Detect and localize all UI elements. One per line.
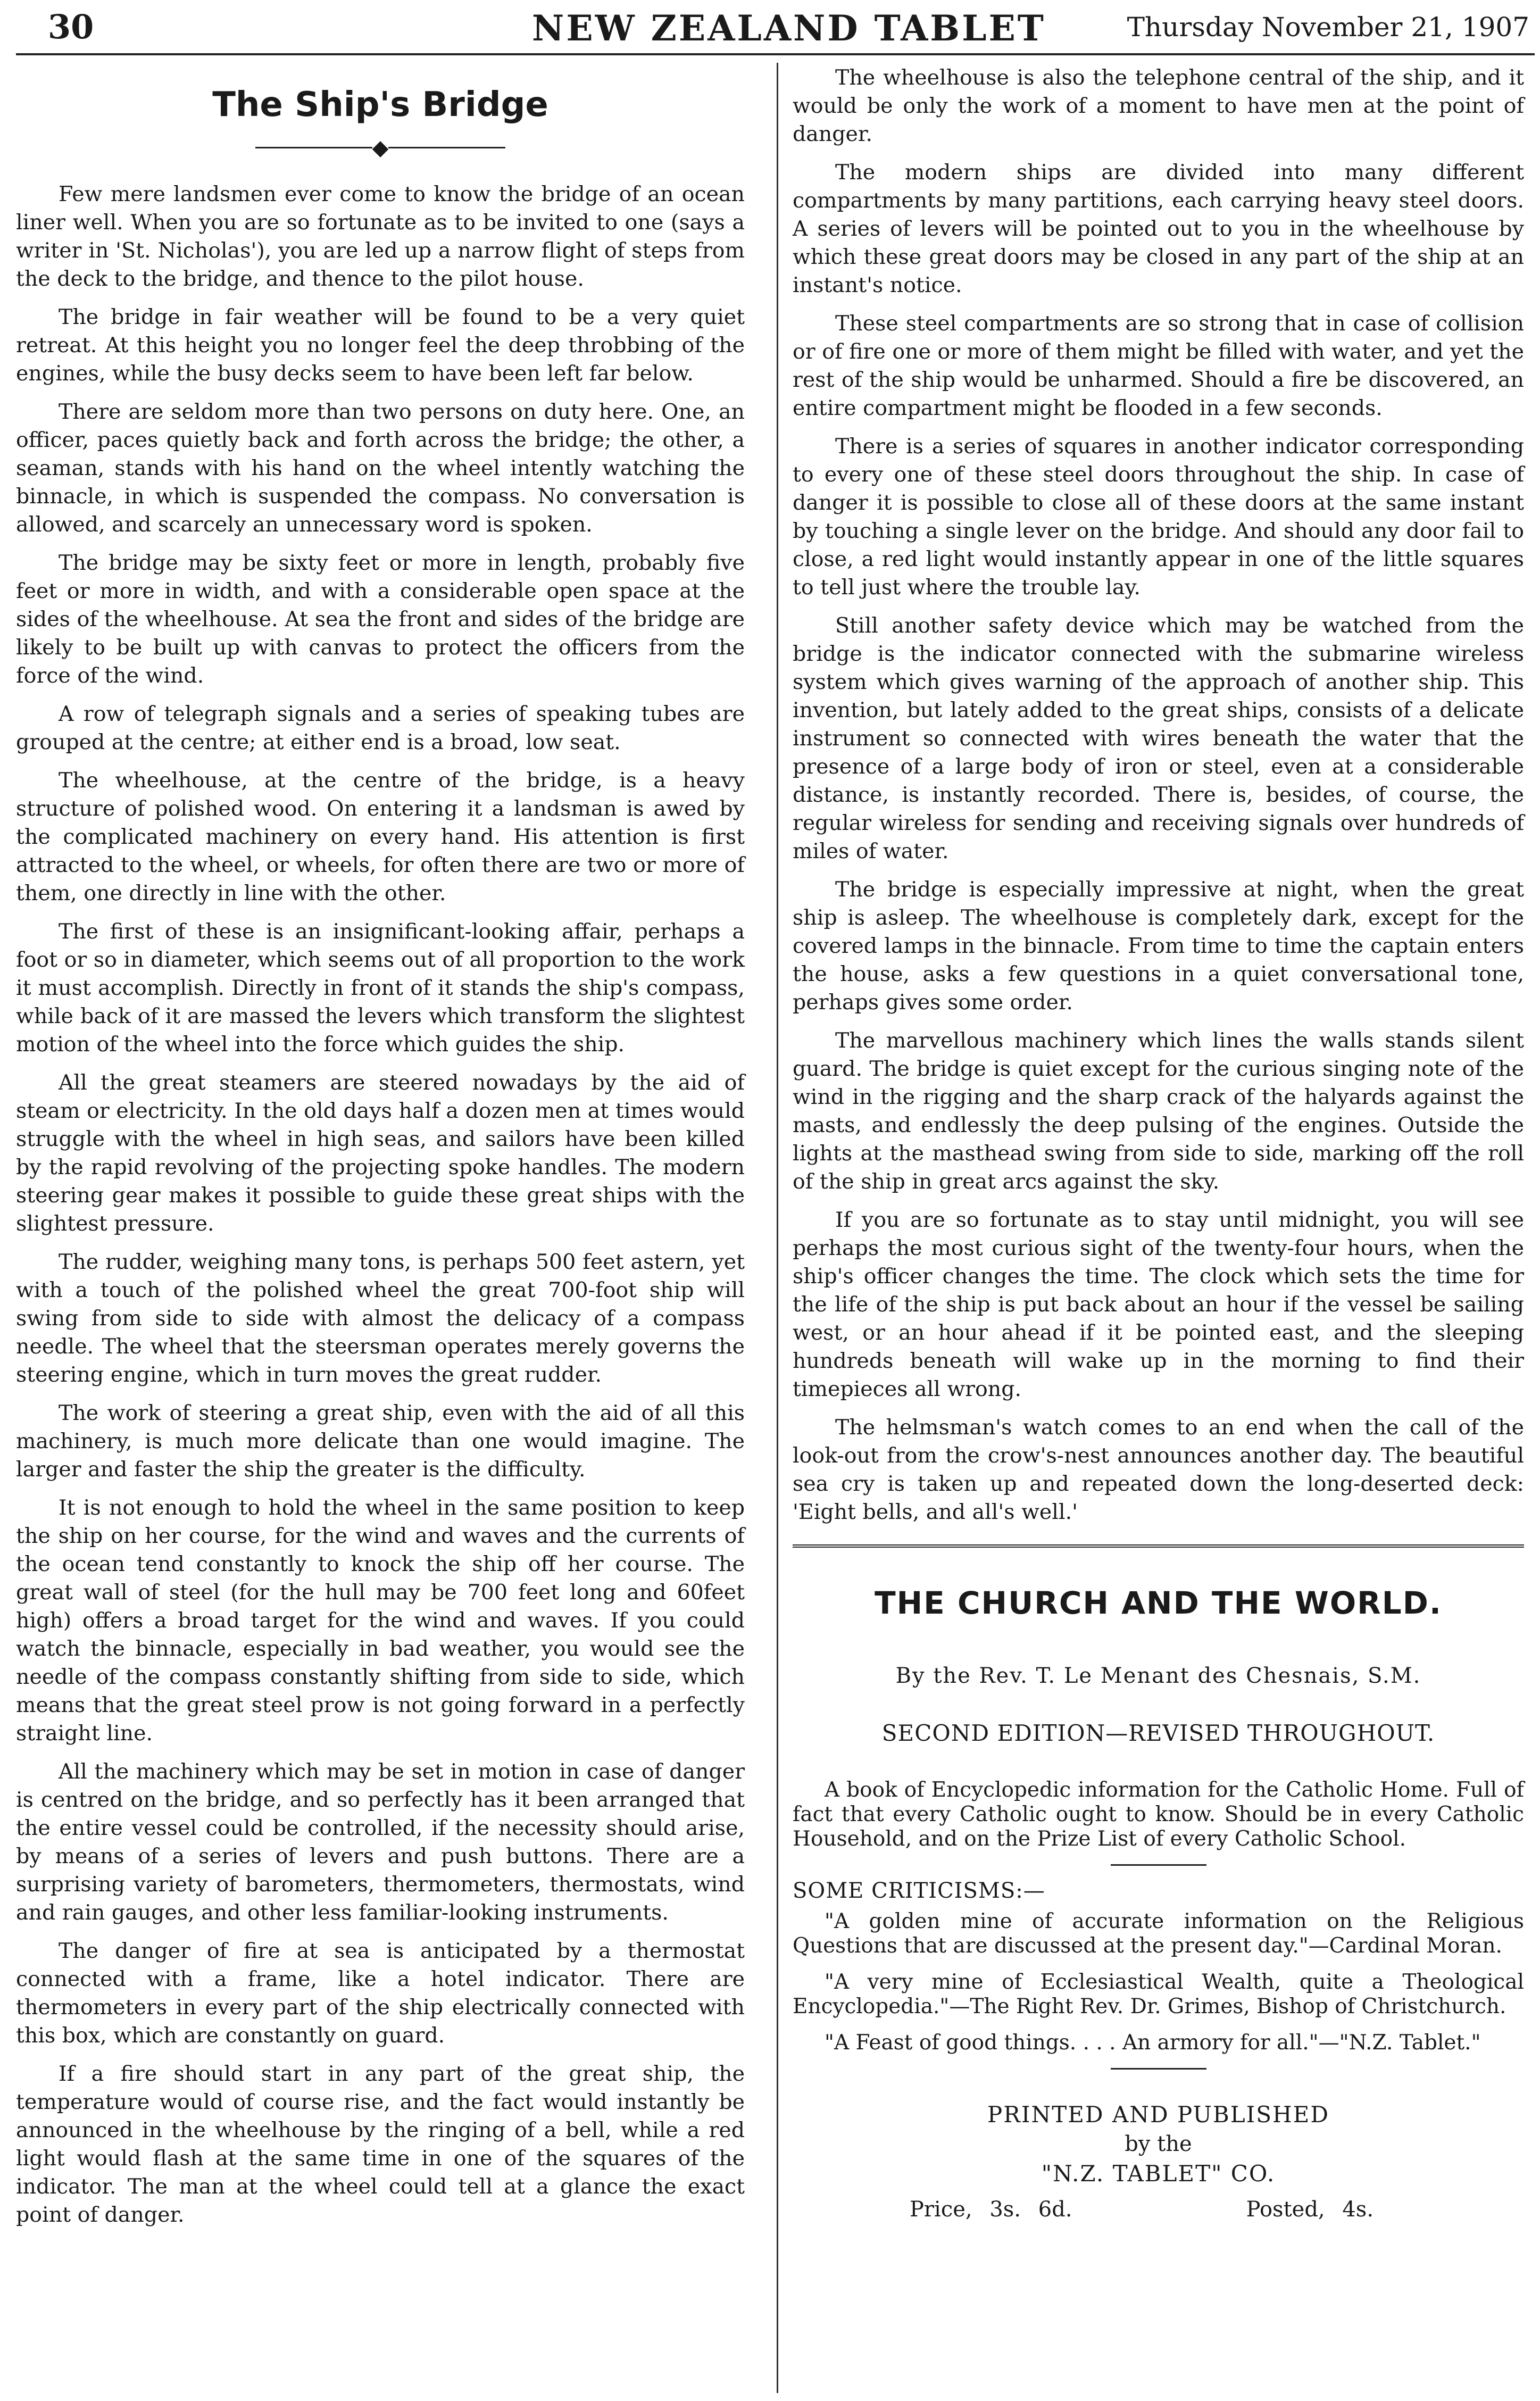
article-paragraph: There are seldom more than two persons on duty here. One, an officer, paces quietly back and forth across the bridge; the other, a seaman, stands with his hand on the wheel intently watching the binnacle, in which is suspended the compass. No conversation is allowed, and scarcely an unnecessary word is spoken. <box>16 400 745 537</box>
article-paragraph: The work of steering a great ship, even with the aid of all this machinery, is much more delicate than one would imagine. The larger and faster the ship the greater is the difficulty. <box>16 1401 745 1482</box>
article-paragraph: The bridge in fair weather will be found to be a very quiet retreat. At this height you no longer feel the deep throbbing of the engines, while the busy decks seem to have been left far below. <box>16 305 745 386</box>
posted-price: Posted, 4s. <box>1246 2197 1374 2222</box>
price-value: Price, 3s. 6d. <box>910 2197 1072 2222</box>
article-body-right <box>793 64 1524 1526</box>
right-column <box>793 64 1524 2222</box>
by-line: by the <box>1125 2132 1192 2156</box>
criticism-quote: "A Feast of good things. . . . An armory for all."—"N.Z. Tablet." <box>825 2031 1481 2055</box>
publication-title: NEW ZEALAND TABLET <box>532 7 1046 49</box>
article-body-left <box>16 180 745 2229</box>
short-rule <box>1111 2068 1206 2070</box>
short-rule <box>1111 1864 1206 1866</box>
advertisement-byline: By the Rev. T. Le Menant des Chesnais, S.M. <box>895 1664 1421 1688</box>
article-paragraph: The first of these is an insignificant-looking affair, perhaps a foot or so in diameter, which seems out of all proportion to the work it must accomplish. Directly in front of it stands the ship's compass, while back of it are massed the levers which transform the slightest motion of the wheel into the force which guides the ship. <box>16 919 745 1057</box>
advertisement-body <box>793 1778 1524 2070</box>
article-paragraph: If a fire should start in any part of the great ship, the temperature would of course rise, and the fact would instantly be announced in the wheelhouse by the ringing of a bell, while a red light would flash at the same time in one of the squares of the indicator. The man at the wheel could tell at a glance the exact point of danger. <box>16 2062 745 2227</box>
column-divider <box>777 63 778 2393</box>
article-paragraph: The modern ships are divided into many different compartments by many partitions, each carrying heavy steel doors. A series of levers will be pointed out to you in the wheelhouse by which these great doors may be closed in any part of the ship at an instant's notice. <box>793 160 1524 297</box>
article-paragraph: These steel compartments are so strong that in case of collision or of fire one or more of them might be filled with water, and yet the rest of the ship would be unharmed. Should a fire be discovered, an entire compartment might be flooded in a few seconds. <box>793 311 1524 420</box>
page-header <box>16 4 1535 55</box>
article-paragraph: There is a series of squares in another indicator corresponding to every one of these steel doors throughout the ship. In case of danger it is possible to close all of these doors at the same instant by touching a single lever on the bridge. And should any door fail to close, a red light would instantly appear in one of the little squares to tell just where the trouble lay. <box>793 434 1524 600</box>
article-paragraph: The danger of fire at sea is anticipated by a thermostat connected with a frame, like a hotel indicator. There are thermometers in every part of the ship electrically connected with this box, which are constantly on guard. <box>16 1939 745 2048</box>
article-paragraph: The rudder, weighing many tons, is perhaps 500 feet astern, yet with a touch of the polished wheel the great 700-foot ship will swing from side to side with almost the delicacy of a compass needle. The wheel that the steersman operates merely governs the steering engine, which in turn moves the great rudder. <box>16 1250 745 1387</box>
article-paragraph: The bridge may be sixty feet or more in length, probably five feet or more in width, and with a considerable open space at the sides of the wheelhouse. At sea the front and sides of the bridge are likely to be built up with canvas to protect the officers from the force of the wind. <box>16 551 745 688</box>
price-line <box>910 2197 1524 2222</box>
advertisement-edition: SECOND EDITION—REVISED THROUGHOUT. <box>881 1720 1435 1746</box>
header-rule <box>16 53 1535 55</box>
criticism-quote: "A very mine of Ecclesiastical Wealth, quite a Theological Encyclopedia."—The Right Rev. Dr. Grimes, Bishop of Christchurch. <box>793 1970 1524 2018</box>
article-paragraph: A row of telegraph signals and a series of speaking tubes are grouped at the centre; at either end is a broad, low seat. <box>16 702 745 754</box>
printed-line: PRINTED AND PUBLISHED <box>987 2101 1330 2128</box>
article-paragraph: All the great steamers are steered nowadays by the aid of steam or electricity. In the old days half a dozen men at times would struggle with the wheel in high seas, and sailors have been killed by the rapid revolving of the projecting spoke handles. The modern steering gear makes it possible to guide these great ships with the slightest pressure. <box>16 1070 745 1236</box>
publisher-name: "N.Z. TABLET" CO. <box>1041 2161 1276 2187</box>
article-paragraph: If you are so fortunate as to stay until midnight, you will see perhaps the most curious sight of the twenty-four hours, when the ship's officer changes the time. The clock which sets the time for the life of the ship is put back about an hour if the vessel be sailing west, or an hour ahead if it be pointed east, and the sleeping hundreds beneath will wake up in the morning to find their timepieces all wrong. <box>793 1208 1524 1401</box>
article-paragraph: The marvellous machinery which lines the walls stands silent guard. The bridge is quiet except for the curious singing note of the wind in the rigging and the sharp crack of the halyards against the masts, and endlessly the deep pulsing of the engines. Outside the lights at the masthead swing from side to side, marking off the roll of the ship in great arcs against the sky. <box>793 1028 1524 1194</box>
article-paragraph: The wheelhouse is also the telephone central of the ship, and it would be only the work of a moment to have men at the point of danger. <box>793 65 1524 146</box>
title-ornament <box>16 135 745 160</box>
page-number: 30 <box>48 7 94 46</box>
article-paragraph: The helmsman's watch comes to an end when the call of the look-out from the crow's-nest announces another day. The beautiful sea cry is taken up and repeated down the long-deserted deck: 'Eight bells, and all's well.' <box>793 1415 1524 1524</box>
article-paragraph: Still another safety device which may be watched from the bridge is the indicator connected with the submarine wireless system which gives warning of the approach of another ship. This invention, but lately added to the great ships, consists of a delicate instrument so connected with wires beneath the water that the presence of a large body of iron or steel, even at a considerable distance, is instantly recorded. There is, besides, of course, the regular wireless for sending and receiving signals over hundreds of miles of water. <box>793 613 1524 863</box>
article-paragraph: All the machinery which may be set in motion in case of danger is centred on the bridge, and so perfectly has it been arranged that the entire vessel could be controlled, if the necessity should arise, by means of a series of levers and push buttons. There are a surprising variety of barometers, thermometers, thermostats, wind and rain gauges, and other less familiar-looking instruments. <box>16 1759 745 1925</box>
left-column <box>16 64 745 2239</box>
diamond-icon: ◆ <box>372 135 389 160</box>
article-paragraph: Few mere landsmen ever come to know the bridge of an ocean liner well. When you are so fortunate as to be invited to one (says a writer in 'St. Nicholas'), you are led up a narrow flight of steps from the deck to the bridge, and thence to the pilot house. <box>16 182 745 291</box>
article-paragraph: It is not enough to hold the wheel in the same position to keep the ship on her course, for the wind and waves and the currents of the ocean tend constantly to knock the ship off her course. The great wall of steel (for the hull may be 700 feet long and 60feet high) offers a broad target for the wind and waves. If you could watch the binnacle, especially in bad weather, you would see the needle of the compass constantly shifting from side to side, which means that the great steel prow is not going forward in a perfectly straight line. <box>16 1496 745 1746</box>
advertisement-title: THE CHURCH AND THE WORLD. <box>875 1585 1442 1621</box>
article-paragraph: The wheelhouse, at the centre of the bridge, is a heavy structure of polished wood. On entering it a landsman is awed by the complicated machinery on every hand. His attention is first attracted to the wheel, or wheels, for often there are two or more of them, one directly in line with the other. <box>16 768 745 905</box>
article-title: The Ship's Bridge <box>212 85 548 124</box>
criticism-quote: "A golden mine of accurate information on the Religious Questions that are discussed at the present day."—Cardinal Moran. <box>793 1909 1524 1958</box>
criticisms-heading: SOME CRITICISMS:— <box>793 1879 1045 1903</box>
issue-date: Thursday November 21, 1907 <box>1127 12 1529 43</box>
advertisement-description: A book of Encyclopedic information for the Catholic Home. Full of fact that every Catholic ought to know. Should be in every Catholic Household, and on the Prize List of every Catholic School. <box>793 1778 1524 1851</box>
article-paragraph: The bridge is especially impressive at night, when the great ship is asleep. The wheelhouse is completely dark, except for the covered lamps in the binnacle. From time to time the captain enters the house, asks a few questions in a quiet conversational tone, perhaps gives some order. <box>793 877 1524 1015</box>
section-rule <box>793 1544 1524 1548</box>
